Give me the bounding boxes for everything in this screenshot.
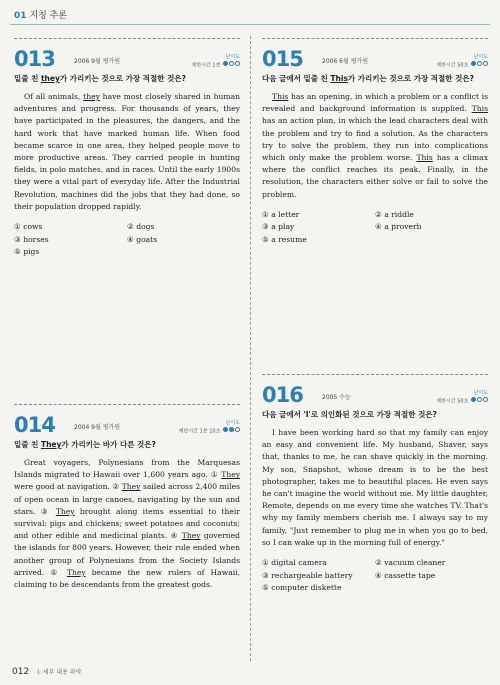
question-meta <box>436 390 488 406</box>
difficulty-dots <box>470 397 488 405</box>
question-meta <box>436 54 488 70</box>
chapter-number: 01 <box>14 11 27 21</box>
difficulty-dots <box>470 61 488 69</box>
choice-1[interactable]: ① a letter <box>262 209 300 219</box>
question-passage: This has an opening, in which a problem or a conflict is revealed and background information is supplied. This has an action plan, in which the lead characters deal with the problem and try to find a solution. As the characters try to solve the problem, they run into complications which only make the problem worse. This has a climax where the conflict reaches its peak. Finally, in the resolution, the characters either solve or fail to solve the problem. <box>262 92 488 199</box>
choice-2[interactable]: ② vacuum cleaner <box>375 558 446 568</box>
question-015 <box>262 38 488 246</box>
question-passage: I have been working hard so that my family can enjoy an easy and convenient life. My husband, Shaver, says that, thanks to me, he can shave quickly in the morning. My son, Snapshot, whose dream is to be the best photographer, takes me to beautiful places. He even says he can't imagine the world without me. My little daughter, Remote, depends on me every time she watches TV. That's why my family members cherish me. I always say to my family, "Just remember to plug me in when you go to bed, so I can wake up in the morning full of energy." <box>262 428 488 547</box>
choice-2[interactable]: ② dogs <box>127 222 155 232</box>
question-meta <box>191 54 240 70</box>
difficulty-label: 난이도 <box>473 53 488 60</box>
page-header <box>14 8 67 21</box>
question-source: 2006 6월 평가원 <box>322 58 369 65</box>
choice-5[interactable]: ⑤ a resume <box>262 234 307 244</box>
choice-4[interactable]: ④ a proverb <box>375 222 422 232</box>
difficulty-label: 난이도 <box>225 53 240 60</box>
question-passage: Great voyagers, Polynesians from the Marquesas Islands migrated to Hawaii over 1,600 years ago. ① They were good at navigation. ② They sailed across 2,400 miles of open ocean in large canoes, navigating by the sun and stars. ③ They brought along items essential to their survival: pigs and chickens; sweet potatoes and coconuts; and other edible and medicinal plants. ④ They governed the islands for 800 years. However, their rule ended when another group of Polynesians from the Society Islands arrived. ⑤ They became the new rulers of Hawaii, claiming to be descendants from the greatest gods. <box>14 458 240 590</box>
question-instruction: 다음 글에서 'I'로 의인화된 것으로 가장 적절한 것은? <box>262 410 437 419</box>
choice-1[interactable]: ① digital camera <box>262 558 327 568</box>
question-passage: Of all animals, they have most closely shared in human adventures and progress. For thousands of years, they have participated in the pleasures, the dangers, and the hard work that have marked human life. When food became scarce in one area, they helped people move to more productive areas. They carried people in hunting fields, in polo matches, and in races. Until the early 1900s they were a vital part of everyday life. After the Industrial Revolution, machines did the jobs that they had done, so their population dropped rapidly. <box>14 92 240 211</box>
question-number: 015 <box>262 47 303 71</box>
question-source: 2005 수능 <box>322 394 351 401</box>
question-number: 014 <box>14 413 55 437</box>
answer-choices <box>14 221 240 259</box>
page-number: 012 <box>12 667 30 677</box>
difficulty-dots <box>222 61 240 69</box>
difficulty-label: 난이도 <box>225 419 240 426</box>
time-limit: 제한시간 1분 10초 <box>178 428 221 434</box>
difficulty-dots <box>222 427 240 435</box>
header-rule <box>10 24 490 25</box>
question-013 <box>14 38 240 259</box>
choice-4[interactable]: ④ cassette tape <box>375 570 436 580</box>
choice-3[interactable]: ③ a play <box>262 222 295 232</box>
answer-choices <box>262 209 488 247</box>
question-number: 013 <box>14 47 55 71</box>
choice-1[interactable]: ① cows <box>14 222 43 232</box>
answer-choices <box>262 557 488 595</box>
time-limit: 제한시간 1분 <box>191 62 221 68</box>
question-014 <box>14 404 240 591</box>
column-divider <box>250 36 251 661</box>
question-016 <box>262 374 488 595</box>
question-source: 2006 9월 평가원 <box>74 58 121 65</box>
page-footer <box>12 667 81 677</box>
question-instruction: 밑줄 친 They가 가리키는 바가 다른 것은? <box>14 440 156 449</box>
time-limit: 제한시간 50초 <box>436 62 469 68</box>
choice-5[interactable]: ⑤ pigs <box>14 247 40 257</box>
question-instruction: 다음 글에서 밑줄 친 This가 가리키는 것으로 가장 적절한 것은? <box>262 74 474 83</box>
choice-3[interactable]: ③ horses <box>14 234 49 244</box>
question-instruction: 밑줄 친 they가 가리키는 것으로 가장 적절한 것은? <box>14 74 186 83</box>
chapter-title: 지칭 추론 <box>29 11 68 21</box>
choice-5[interactable]: ⑤ computer diskette <box>262 583 342 593</box>
question-meta <box>179 420 240 436</box>
question-number: 016 <box>262 383 303 407</box>
choice-3[interactable]: ③ rechargeable battery <box>262 570 353 580</box>
question-source: 2004 9월 평가원 <box>74 424 121 431</box>
choice-2[interactable]: ② a riddle <box>375 209 414 219</box>
time-limit: 제한시간 50초 <box>436 398 469 404</box>
choice-4[interactable]: ④ goats <box>127 234 158 244</box>
difficulty-label: 난이도 <box>473 389 488 396</box>
section-name: I. 세부 내용 파악 <box>37 669 82 676</box>
